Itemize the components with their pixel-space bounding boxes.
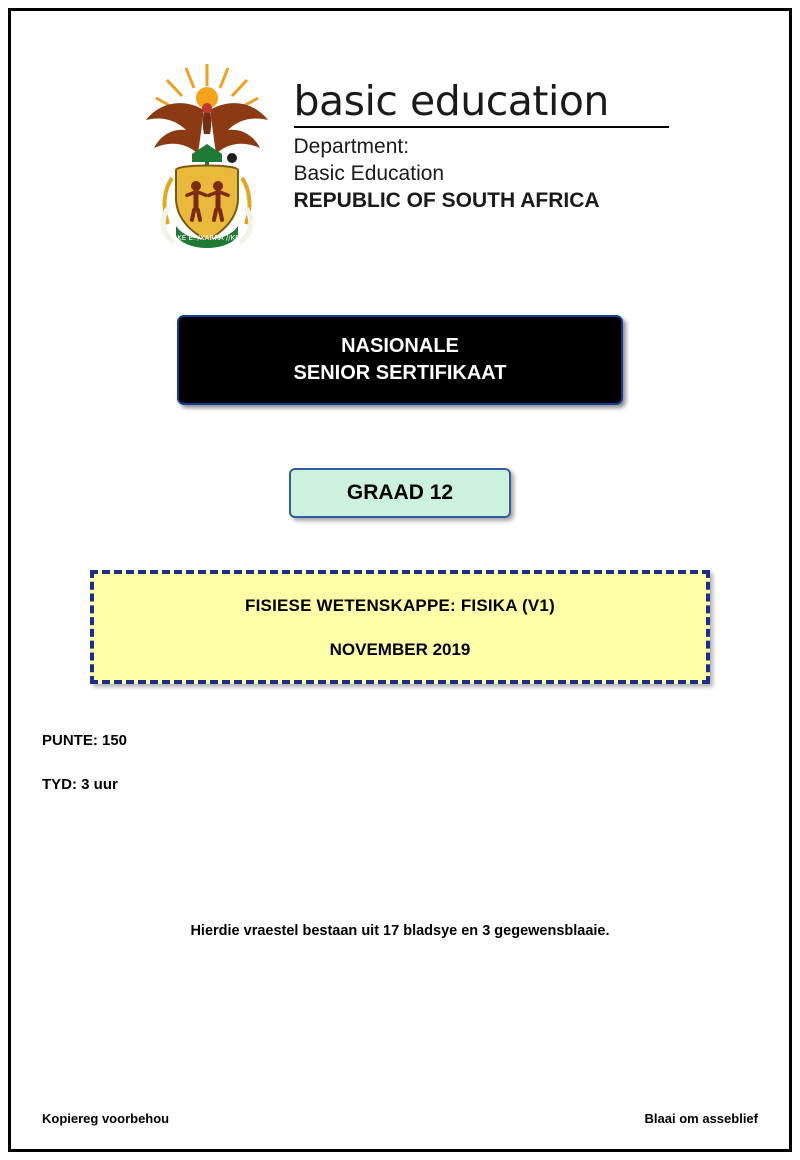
subject-title: FISIESE WETENSKAPPE: FISIKA (V1) (245, 596, 555, 615)
certificate-line-1: NASIONALE (341, 335, 459, 357)
department-line-2: Basic Education (293, 161, 445, 185)
south-africa-coat-of-arms-icon (132, 58, 282, 253)
page-content (30, 28, 770, 1132)
subject-exam-date: NOVEMBER 2019 (329, 640, 471, 659)
subject-box (90, 570, 710, 684)
document-header (30, 28, 770, 253)
time-label: TYD: 3 uur (42, 776, 118, 793)
basic-education-wordmark: basic education (293, 77, 609, 125)
grade-area (30, 468, 770, 518)
department-line-3: REPUBLIC OF SOUTH AFRICA (293, 188, 600, 212)
exam-meta-block (42, 732, 770, 793)
wordmark-rule (294, 126, 669, 128)
certificate-title-area (30, 315, 770, 405)
subject-area (30, 570, 770, 684)
grade-box: GRAAD 12 (289, 468, 511, 518)
national-senior-certificate-box (177, 315, 623, 405)
certificate-line-2: SENIOR SERTIFIKAAT (293, 362, 507, 384)
svg-text:!KE E: /XARRA //KE: !KE E: /XARRA //KE (173, 234, 240, 242)
footer-turn-over: Blaai om asseblief (644, 1111, 758, 1126)
page-count-note: Hierdie vraestel bestaan uit 17 bladsye en 3 gegewensblaaie. (190, 923, 610, 939)
footer-copyright: Kopiereg voorbehou (42, 1111, 170, 1126)
department-line-1: Department: (293, 135, 410, 159)
page-footer (42, 1111, 758, 1126)
department-text-block (294, 58, 669, 215)
marks-label: PUNTE: 150 (42, 732, 128, 749)
